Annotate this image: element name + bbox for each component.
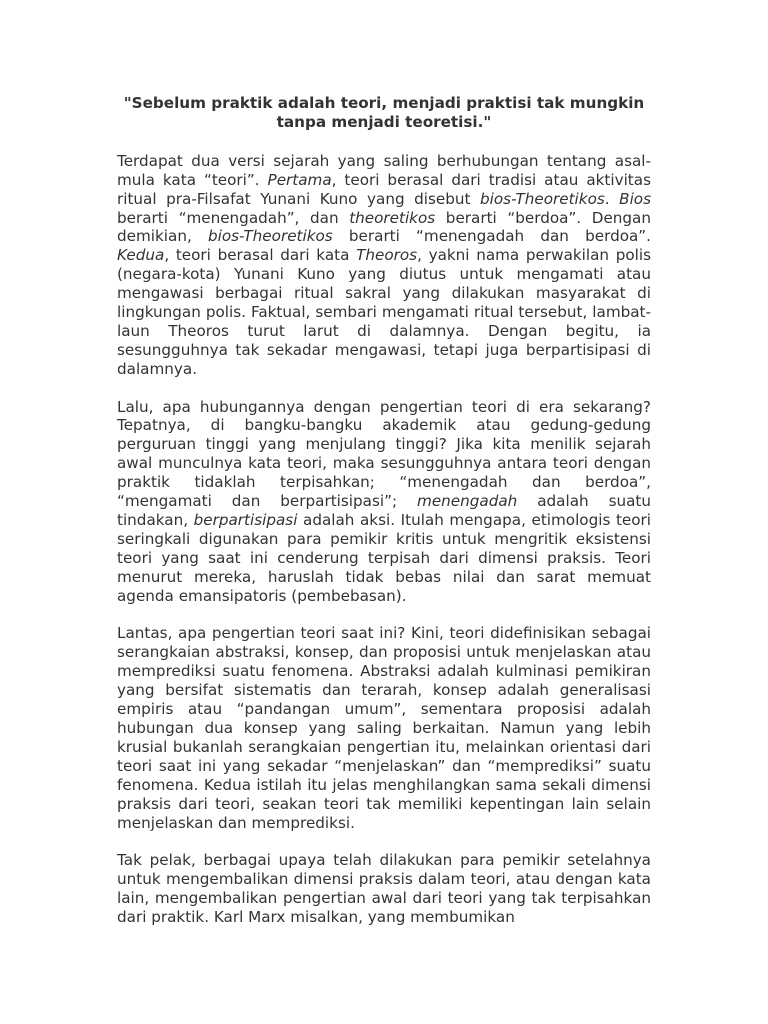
- paragraph-1: [117, 152, 651, 379]
- paragraph-text: berarti “berdoa”. Dengan demikian,: [117, 208, 651, 246]
- paragraph-text: , teori berasal dari kata: [164, 246, 357, 265]
- document-title: "Sebelum praktik adalah teori, menjadi praktisi tak mungkin tanpa menjadi teoretisi.": [123, 94, 645, 131]
- italic-text: menengadah: [417, 492, 518, 511]
- document-page: [117, 94, 651, 946]
- italic-text: bios-Theoretikos: [480, 189, 605, 208]
- paragraph-text: , teori berasal dari tradisi atau aktivitas ritual pra-Filsafat Yunani Kuno yang disebut: [117, 170, 651, 208]
- italic-text: berpartisipasi: [193, 511, 298, 530]
- paragraph-text: Lantas, apa pengertian teori saat ini? Kini, teori didefinisikan sebagai serangkaian abstraksi, konsep, dan proposisi untuk menjelaskan atau memprediksi suatu fenomena. Abstraksi adalah kulminasi pemikiran yang bersifat sistematis dan terarah, konsep adalah generalisasi empiris atau “pandangan umum”, sementara proposisi adalah hubungan dua konsep yang saling berkaitan. Namun yang lebih krusial bukanlah serangkaian pengertian itu, melainkan orientasi dari teori saat ini yang sekadar “menjelaskan” dan “memprediksi” suatu fenomena. Kedua istilah itu jelas menghilangkan sama sekali dimensi praksis dari teori, seakan teori tak memiliki kepentingan lain selain menjelaskan dan memprediksi.: [117, 624, 651, 832]
- italic-text: Bios: [619, 189, 652, 208]
- paragraph-4: [117, 851, 651, 927]
- paragraph-text: berarti “menengadah dan berdoa”.: [332, 227, 651, 246]
- paragraph-text: Lalu, apa hubungannya dengan pengertian teori di era sekarang? Tepatnya, di bangku-bangku akademik atau gedung-gedung perguruan tinggi yang menjulang tinggi? Jika kita menilik sejarah awal munculnya kata teori, maka sesungguhnya antara teori dengan praktik tidaklah terpisahkan; “menengadah dan berdoa”, “mengamati dan berpartisipasi”;: [117, 397, 651, 511]
- paragraph-3: [117, 624, 651, 832]
- italic-text: Pertama: [267, 170, 332, 189]
- paragraph-text: adalah aksi. Itulah mengapa, etimologis teori seringkali digunakan para pemikir kritis untuk mengritik eksistensi teori yang saat ini cenderung terpisah dari dimensi praksis. Teori menurut mereka, haruslah tidak bebas nilai dan sarat memuat agenda emansipatoris (pembebasan).: [117, 511, 651, 605]
- paragraph-text: Tak pelak, berbagai upaya telah dilakukan para pemikir setelahnya untuk mengembalikan dimensi praksis dalam teori, atau dengan kata lain, mengembalikan pengertian awal dari teori yang tak terpisahkan dari praktik. Karl Marx misalkan, yang membumikan: [117, 851, 651, 927]
- italic-text: bios-Theoretikos: [207, 227, 333, 246]
- paragraph-text: adalah suatu tindakan,: [117, 492, 651, 530]
- paragraph-text: berarti “menengadah”, dan: [117, 208, 350, 227]
- italic-text: Kedua: [117, 246, 165, 265]
- paragraph-text: .: [604, 189, 620, 208]
- italic-text: Theoros: [356, 246, 418, 265]
- italic-text: theoretikos: [349, 208, 436, 227]
- document-body: [117, 152, 651, 927]
- paragraph-2: [117, 398, 651, 606]
- paragraph-text: Terdapat dua versi sejarah yang saling berhubungan tentang asal-mula kata “teori”.: [117, 151, 651, 189]
- paragraph-text: , yakni nama perwakilan polis (negara-kota) Yunani Kuno yang diutus untuk mengamati atau mengawasi berbagai ritual sakral yang dilakukan masyarakat di lingkungan polis. Faktual, sembari mengamati ritual tersebut, lambat-laun Theoros turut larut di dalamnya. Dengan begitu, ia sesungguhnya tak sekadar mengawasi, tetapi juga berpartisipasi di dalamnya.: [117, 246, 651, 378]
